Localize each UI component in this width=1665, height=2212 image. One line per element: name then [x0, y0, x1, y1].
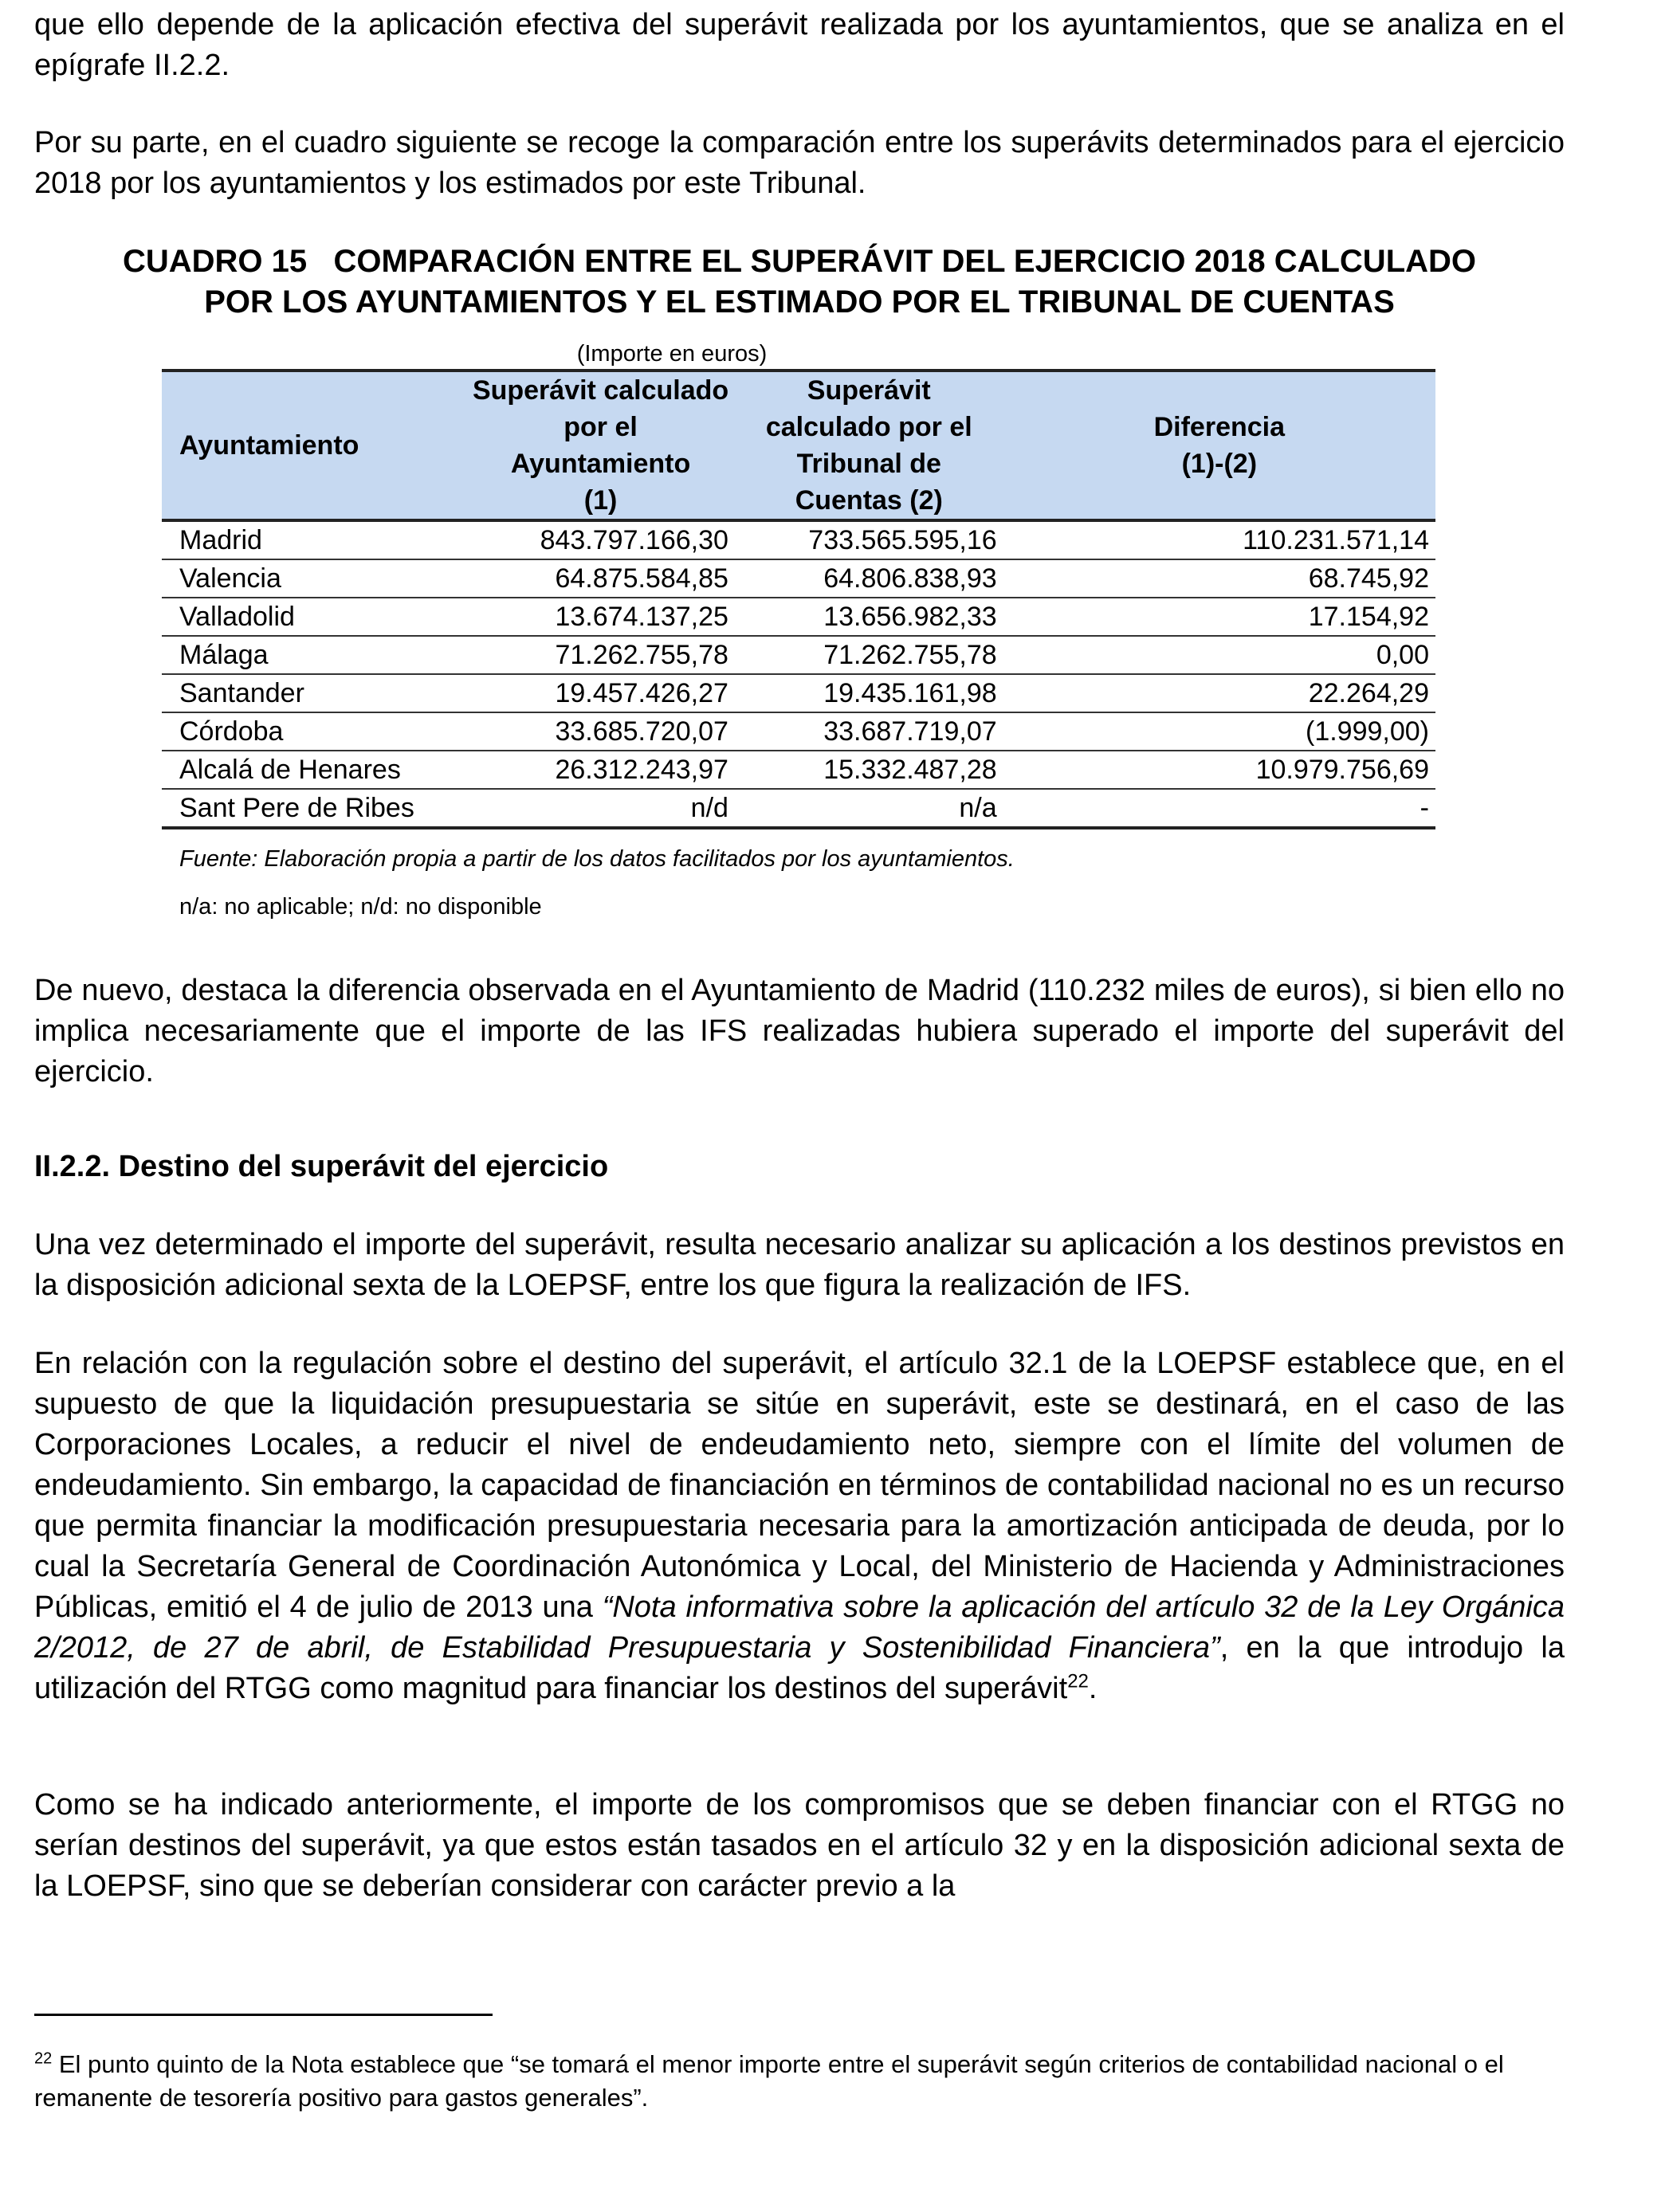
- table-row: [162, 559, 1435, 598]
- table-row: [162, 789, 1435, 828]
- cell-superavit-ayto: 19.457.426,27: [555, 678, 728, 708]
- table-row: [162, 751, 1435, 789]
- footnote-separator: [34, 2014, 493, 2016]
- table-title-line2: POR LOS AYUNTAMIENTOS Y EL ESTIMADO POR EL TRIBUNAL DE CUENTAS: [204, 284, 1395, 320]
- table-header-row: [162, 371, 1435, 520]
- cell-ayuntamiento: Córdoba: [179, 716, 284, 747]
- cell-superavit-tcu: 19.435.161,98: [823, 678, 997, 708]
- cell-diferencia: -: [1420, 793, 1429, 823]
- header-superavit-tribunal: [735, 371, 1003, 520]
- cell-diferencia: 22.264,29: [1308, 678, 1429, 708]
- section-heading: II.2.2. Destino del superávit del ejercicio: [34, 1150, 609, 1183]
- paragraph-regulacion: [34, 1343, 1565, 1709]
- table-title: [34, 241, 1565, 323]
- text-span: En relación con la regulación sobre el destino del superávit, el artículo 32.1 de la LOEPSF establece que, en el supuesto de que la liquidación presupuestaria se sitúe en superávit, este se destinará, en el caso de las Corporaciones Locales, a reducir el nivel de endeudamiento neto, siempre con el límite del volumen de endeudamiento. Sin embargo, la capacidad de financiación en términos de contabilidad nacional no es un recurso que permita financiar la modificación presupuestaria necesaria para la amortización anticipada de deuda, por lo cual la Secretaría General de Coordinación Autonómica y Local, del Ministerio de Hacienda y Administraciones Públicas, emitió el 4 de julio de 2013 una: [34, 1347, 1565, 1624]
- footnote-text: El punto quinto de la Nota establece que “se tomará el menor importe entre el superávit según criterios de contabilidad nacional o el remanente de tesorería positivo para gastos generales”.: [34, 2050, 1504, 2112]
- table-row: [162, 674, 1435, 712]
- cell-diferencia: 0,00: [1376, 640, 1429, 670]
- italic-citation: “Nota informativa sobre la aplicación del artículo 32 de la Ley Orgánica 2/2012, de 27 de abril, de Estabilidad Presupuestaria y Sostenibilidad Financiera”: [34, 1590, 1565, 1665]
- header-line: Ayuntamiento: [510, 449, 691, 479]
- cell-superavit-ayto: n/d: [690, 793, 728, 823]
- cell-superavit-tcu: 13.656.982,33: [823, 602, 997, 632]
- footnote-reference[interactable]: 22: [1067, 1670, 1089, 1692]
- cell-ayuntamiento: Alcalá de Henares: [179, 755, 401, 785]
- text-span: .: [1088, 1672, 1098, 1705]
- header-line: Superávit: [807, 375, 931, 406]
- cell-ayuntamiento: Valencia: [179, 563, 281, 594]
- table-units: (Importe en euros): [576, 341, 768, 367]
- paragraph-compromisos: Como se ha indicado anteriormente, el importe de los compromisos que se deben financiar con el RTGG no serían destinos del superávit, ya que estos están tasados en el artículo 32 y en la disposición adicional sexta de la LOEPSF, sino que se deberían considerar con carácter previo a la: [34, 1788, 1565, 1903]
- table-source-note: Fuente: Elaboración propia a partir de los datos facilitados por los ayuntamientos.: [179, 846, 1015, 872]
- cell-diferencia: 17.154,92: [1308, 602, 1429, 632]
- footnote: [34, 2048, 1565, 2115]
- cell-ayuntamiento: Málaga: [179, 640, 269, 670]
- table-abbreviations-note: n/a: no aplicable; n/d: no disponible: [179, 894, 542, 920]
- cell-superavit-tcu: 64.806.838,93: [823, 563, 997, 594]
- header-line: Cuentas (2): [795, 485, 943, 516]
- cell-superavit-tcu: 71.262.755,78: [823, 640, 997, 670]
- header-line: Superávit calculado: [472, 375, 729, 406]
- cell-ayuntamiento: Sant Pere de Ribes: [179, 793, 414, 823]
- cell-ayuntamiento: Valladolid: [179, 602, 295, 632]
- cell-superavit-ayto: 843.797.166,30: [540, 525, 728, 555]
- cell-superavit-ayto: 64.875.584,85: [555, 563, 728, 594]
- table-row: [162, 598, 1435, 636]
- cell-superavit-ayto: 71.262.755,78: [555, 640, 728, 670]
- cell-superavit-tcu: 33.687.719,07: [823, 716, 997, 747]
- paragraph-comparison: Por su parte, en el cuadro siguiente se recoge la comparación entre los superávits determinados para el ejercicio 2018 por los ayuntamientos y los estimados por este Tribunal.: [34, 126, 1565, 200]
- cell-ayuntamiento: Madrid: [179, 525, 262, 555]
- cell-diferencia: (1.999,00): [1306, 716, 1429, 747]
- cell-superavit-ayto: 33.685.720,07: [555, 716, 728, 747]
- header-line: por el: [564, 412, 638, 442]
- header-line: Tribunal de: [796, 449, 941, 479]
- cell-diferencia: 10.979.756,69: [1255, 755, 1429, 785]
- header-line: Diferencia: [1153, 412, 1286, 442]
- header-ayuntamiento: Ayuntamiento: [179, 430, 359, 461]
- header-line: (1): [583, 485, 618, 516]
- header-line: (1)-(2): [1181, 449, 1258, 479]
- cell-diferencia: 68.745,92: [1308, 563, 1429, 594]
- text-span: , en la que introdujo la utilización del RTGG como magnitud para financiar los destinos del superávit: [34, 1631, 1565, 1705]
- cell-superavit-tcu: 15.332.487,28: [823, 755, 997, 785]
- paragraph-madrid-difference: De nuevo, destaca la diferencia observada en el Ayuntamiento de Madrid (110.232 miles de euros), si bien ello no implica necesariamente que el importe de las IFS realizadas hubiera superado el importe del superávit del ejercicio.: [34, 974, 1565, 1088]
- table-container: [162, 339, 1435, 922]
- cell-superavit-ayto: 26.312.243,97: [555, 755, 728, 785]
- header-superavit-ayuntamiento: [466, 371, 735, 520]
- footnote-number: 22: [34, 2049, 53, 2068]
- paragraph-intro: que ello depende de la aplicación efectiva del superávit realizada por los ayuntamientos, que se analiza en el epígrafe II.2.2.: [34, 8, 1565, 82]
- cell-superavit-tcu: 733.565.595,16: [808, 525, 997, 555]
- cell-diferencia: 110.231.571,14: [1243, 525, 1429, 555]
- surplus-comparison-table: [162, 369, 1435, 830]
- table-row: [162, 520, 1435, 559]
- cell-ayuntamiento: Santander: [179, 678, 304, 708]
- paragraph-destino: Una vez determinado el importe del superávit, resulta necesario analizar su aplicación a los destinos previstos en la disposición adicional sexta de la LOEPSF, entre los que figura la realización de IFS.: [34, 1228, 1565, 1302]
- table-title-line1: CUADRO 15 COMPARACIÓN ENTRE EL SUPERÁVIT DEL EJERCICIO 2018 CALCULADO: [122, 244, 1477, 279]
- cell-superavit-tcu: n/a: [959, 793, 997, 823]
- cell-superavit-ayto: 13.674.137,25: [555, 602, 728, 632]
- table-row: [162, 712, 1435, 751]
- header-line: calculado por el: [765, 412, 972, 442]
- header-diferencia: [1003, 371, 1435, 520]
- table-row: [162, 636, 1435, 674]
